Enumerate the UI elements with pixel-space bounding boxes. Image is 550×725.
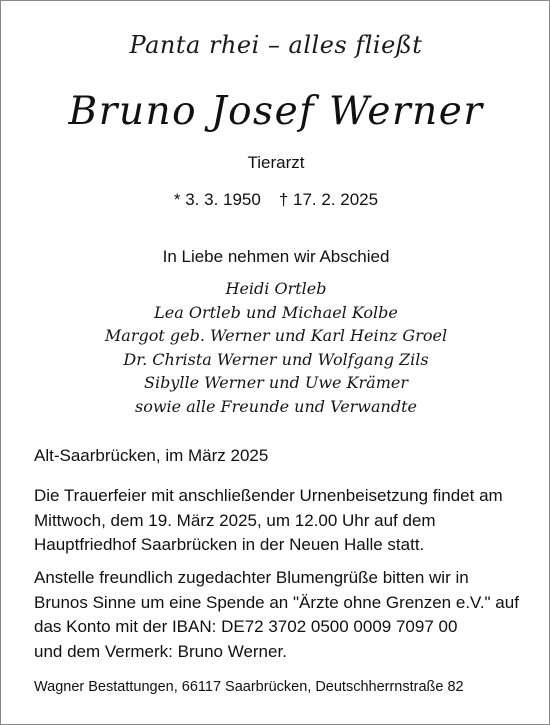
birth-date: * 3. 3. 1950: [173, 190, 261, 209]
ceremony-info: [34, 484, 524, 558]
donation-line: das Konto mit der IBAN: DE72 3702 0500 0009 7097 00: [34, 617, 458, 636]
mourner-item: Sibylle Werner und Uwe Krämer: [143, 373, 408, 392]
ceremony-line: Die Trauerfeier mit anschließender Urnenbeisetzung findet am: [34, 486, 503, 505]
undertaker-info: Wagner Bestattungen, 66117 Saarbrücken, Deutschherrnstraße 82: [34, 679, 464, 695]
farewell-intro: In Liebe nehmen wir Abschied: [162, 247, 390, 266]
motto: Panta rhei – alles fließt: [129, 31, 423, 59]
mourner-item: sowie alle Freunde und Verwandte: [135, 396, 417, 416]
donation-line: Anstelle freundlich zugedachter Blumengrüße bitten wir in: [34, 568, 469, 587]
place-date: Alt-Saarbrücken, im März 2025: [34, 446, 269, 465]
donation-line: und dem Vermerk: Bruno Werner.: [34, 641, 287, 661]
deceased-profession: Tierarzt: [247, 153, 305, 172]
mourner-item: Margot geb. Werner und Karl Heinz Groel: [104, 326, 448, 345]
mourner-item: Dr. Christa Werner und Wolfgang Zils: [123, 349, 429, 369]
donation-info: [34, 566, 524, 664]
ceremony-line: Hauptfriedhof Saarbrücken in der Neuen Halle statt.: [34, 535, 425, 554]
life-dates: [1, 190, 550, 210]
ceremony-line: Mittwoch, dem 19. März 2025, um 12.00 Uhr auf dem: [34, 510, 436, 530]
donation-line: Brunos Sinne um eine Spende an "Ärzte ohne Grenzen e.V." auf: [34, 592, 519, 612]
mourner-item: Lea Ortleb und Michael Kolbe: [154, 302, 398, 322]
mourner-item: Heidi Ortleb: [225, 279, 327, 298]
death-date: † 17. 2. 2025: [278, 190, 379, 209]
mourners-list: [1, 277, 550, 418]
deceased-name: Bruno Josef Werner: [68, 89, 484, 134]
